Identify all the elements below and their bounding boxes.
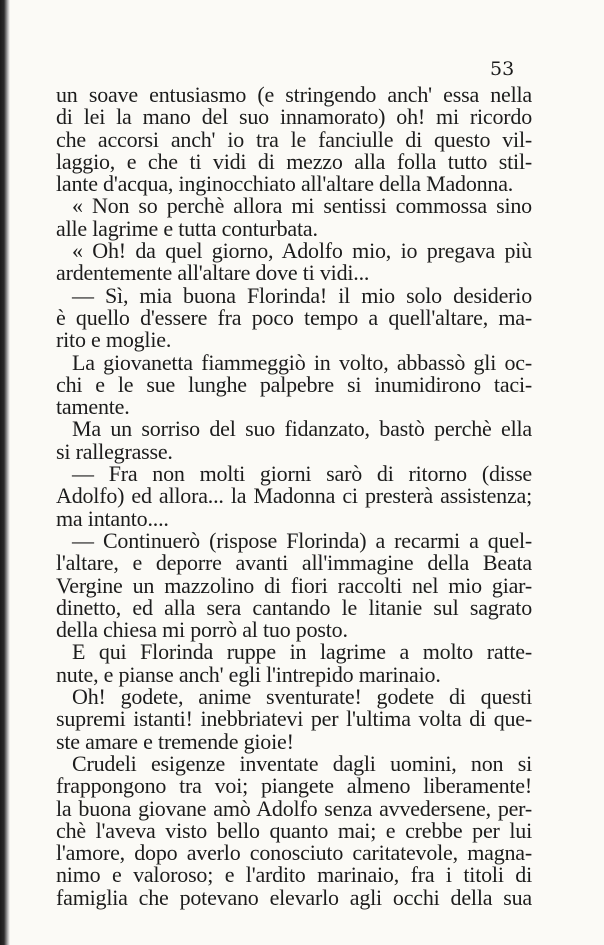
text-line: alle lagrime e tutta conturbata.: [56, 215, 318, 241]
text-line: — Sì, mia buona Florinda! il mio solo desiderio: [72, 282, 532, 308]
text-line: della chiesa mi porrò al tuo posto.: [56, 617, 348, 643]
text-line: dinetto, ed alla sera cantando le litanie sul sagrato: [56, 594, 532, 620]
text-line: « Oh! da quel giorno, Adolfo mio, io pregava più: [72, 238, 532, 264]
text-line: E qui Florinda ruppe in lagrime a molto ratte-: [72, 639, 532, 665]
text-line: è quello d'essere fra poco tempo a quell'altare, ma-: [56, 304, 532, 330]
text-line: supremi istanti! inebbriatevi per l'ultima volta di que-: [56, 706, 532, 732]
text-line: ma intanto....: [56, 505, 169, 531]
text-line: un soave entusiasmo (e stringendo anch' essa nella: [56, 82, 532, 107]
body-text: [56, 84, 532, 909]
text-line: tamente.: [56, 394, 130, 420]
text-line: l'amore, dopo averlo conosciuto caritatevole, magna-: [56, 840, 532, 866]
text-line: chi e le sue lunghe palpebre si inumidirono taci-: [56, 371, 532, 397]
text-line: « Non so perchè allora mi sentissi commossa sino: [72, 193, 532, 219]
text-line: famiglia che potevano elevarlo agli occhi della sua: [56, 884, 532, 910]
text-line: frappongono tra voi; piangete almeno liberamente!: [56, 773, 532, 799]
text-line: — Continuerò (rispose Florinda) a recarmi a quel-: [72, 527, 532, 553]
text-line: la buona giovane amò Adolfo senza avvedersene, per-: [56, 795, 532, 821]
text-line: nimo e valoroso; e l'ardito marinaio, fra i titoli di: [56, 862, 532, 888]
text-line: si rallegrasse.: [56, 438, 173, 464]
text-line: ardentemente all'altare dove ti vidi...: [56, 260, 370, 286]
page-binding-edge: [0, 0, 10, 945]
text-line: di lei la mano del suo innamorato) oh! mi ricordo: [56, 104, 532, 130]
text-line: Oh! godete, anime sventurate! godete di questi: [72, 684, 532, 710]
text-line: Adolfo) ed allora... la Madonna ci presterà assistenza;: [56, 483, 532, 509]
text-line: chè l'aveva visto bello quanto mai; e crebbe per lui: [56, 817, 532, 843]
text-line: rito e moglie.: [56, 327, 172, 353]
text-line: nute, e pianse anch' egli l'intrepido marinaio.: [56, 661, 441, 687]
text-line: La giovanetta fiammeggiò in volto, abbassò gli oc-: [72, 349, 532, 375]
text-line: — Fra non molti giorni sarò di ritorno (disse: [72, 461, 532, 487]
text-line: lante d'acqua, inginocchiato all'altare della Madonna.: [56, 171, 514, 197]
page-number: 53: [490, 58, 515, 80]
text-line: laggio, e che ti vidi di mezzo alla folla tutto stil-: [56, 148, 532, 174]
text-line: l'altare, e deporre avanti all'immagine della Beata: [56, 550, 532, 576]
text-line: Crudeli esigenze inventate dagli uomini, non si: [72, 750, 532, 776]
text-line: Vergine un mazzolino di fiori raccolti nel mio giar-: [56, 572, 532, 598]
text-line: Ma un sorriso del suo fidanzato, bastò perchè ella: [72, 416, 532, 442]
text-line: ste amare e tremende gioie!: [56, 728, 294, 754]
text-line: che accorsi anch' io tra le fanciulle di questo vil-: [56, 126, 532, 152]
